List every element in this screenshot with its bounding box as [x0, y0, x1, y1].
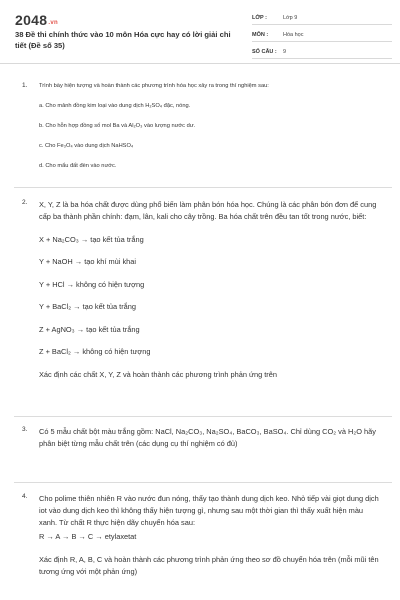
question-outro: Xác định các chất X, Y, Z và hoàn thành các phương trình phản ứng trên: [39, 369, 277, 379]
reaction-line: Z + AgNO₃ → tạo kết tủa trắng: [39, 324, 140, 334]
question-2: [14, 199, 390, 391]
question-item: d. Cho mẩu đất đèn vào nước.: [39, 163, 117, 169]
reaction-line: Y + BaCl₂ → tạo kết tủa trắng: [39, 302, 137, 311]
meta-label: LỚP :: [252, 15, 267, 21]
divider: [14, 187, 392, 188]
meta-label: MÔN :: [252, 32, 269, 38]
meta-row-count: [252, 45, 392, 59]
question-intro: Có 5 mẫu chất bột màu trắng gồm: NaCl, Na₂CO₃, Na₂SO₄, BaCO₃, BaSO₄. Chỉ dùng CO₂ và H₂O hãy phân biệt từng mẫu chất trên (các dụng cụ thí nghiệm có đủ): [39, 427, 376, 448]
divider: [14, 482, 392, 483]
question-number: 4.: [22, 493, 28, 500]
meta-row-grade: [252, 11, 392, 25]
document-title: 38 Đề thi chính thức vào 10 môn Hóa cực hay có lời giải chi tiết (Đề số 35): [15, 30, 231, 50]
question-number: 2.: [22, 199, 28, 206]
question-intro: Cho polime thiên nhiên R vào nước đun nóng, thấy tạo thành dung dịch keo. Nhỏ tiếp vài giọt dung dịch iot vào dung dịch keo thì không thấy hiện tượng gì, nhưng sau một thời gian thì thấy xuất hiện màu xanh. Từ chất R thực hiện dãy chuyển hóa sau:: [39, 494, 379, 527]
meta-value: Hóa học: [283, 32, 304, 38]
question-intro: Trình bày hiện tượng và hoàn thành các phương trình hóa học xảy ra trong thí nghiệm sau:: [39, 83, 269, 89]
question-item: a. Cho mảnh đồng kim loại vào dung dịch H₂SO₄ đặc, nóng.: [39, 103, 191, 109]
question-outro: Xác định R, A, B, C và hoàn thành các phương trình phản ứng theo sơ đồ chuyển hóa trên (mỗi mũi tên tương ứng với một phản ứng): [39, 554, 379, 576]
question-3: [14, 426, 390, 461]
question-body: [39, 426, 381, 450]
question-number: 1.: [22, 82, 28, 89]
reaction-line: Z + BaCl₂ → không có hiện tượng: [39, 347, 151, 356]
page-header: [0, 0, 400, 64]
question-4: [14, 493, 390, 588]
reaction-line: X + Na₂CO₃ → tạo kết tủa trắng: [39, 234, 144, 244]
divider: [14, 416, 392, 417]
question-body: [39, 493, 381, 578]
meta-info: [252, 11, 392, 62]
meta-label: SỐ CÂU :: [252, 49, 277, 55]
question-number: 3.: [22, 426, 28, 433]
meta-value: Lớp 9: [283, 15, 298, 21]
question-item: b. Cho hỗn hợp đồng số mol Ba và Al₂O₃ vào lượng nước dư.: [39, 123, 196, 129]
question-intro: X, Y, Z là ba hóa chất được dùng phổ biến làm phân bón hóa học. Chúng là các phân bón đơn để cung cấp ba thành phần chính: đạm, lân, kali cho cây trồng. Ba hóa chất trên đều tan tốt trong nước, biết:: [39, 200, 377, 221]
meta-row-subject: [252, 28, 392, 42]
logo-text: 2048: [15, 12, 48, 28]
reaction-line: Y + HCl → không có hiện tượng: [39, 279, 145, 289]
meta-value: 9: [283, 49, 287, 55]
question-body: [39, 82, 381, 170]
conversion-chain: R → A → B → C → etylaxetat: [39, 532, 137, 541]
logo-tld: .vn: [48, 20, 58, 26]
question-item: c. Cho Fe₃O₄ vào dung dịch NaHSO₄: [39, 143, 134, 149]
site-logo[interactable]: [15, 12, 58, 28]
question-1: [14, 82, 390, 182]
reaction-line: Y + NaOH → tạo khí mùi khai: [39, 257, 137, 266]
question-body: [39, 199, 381, 381]
